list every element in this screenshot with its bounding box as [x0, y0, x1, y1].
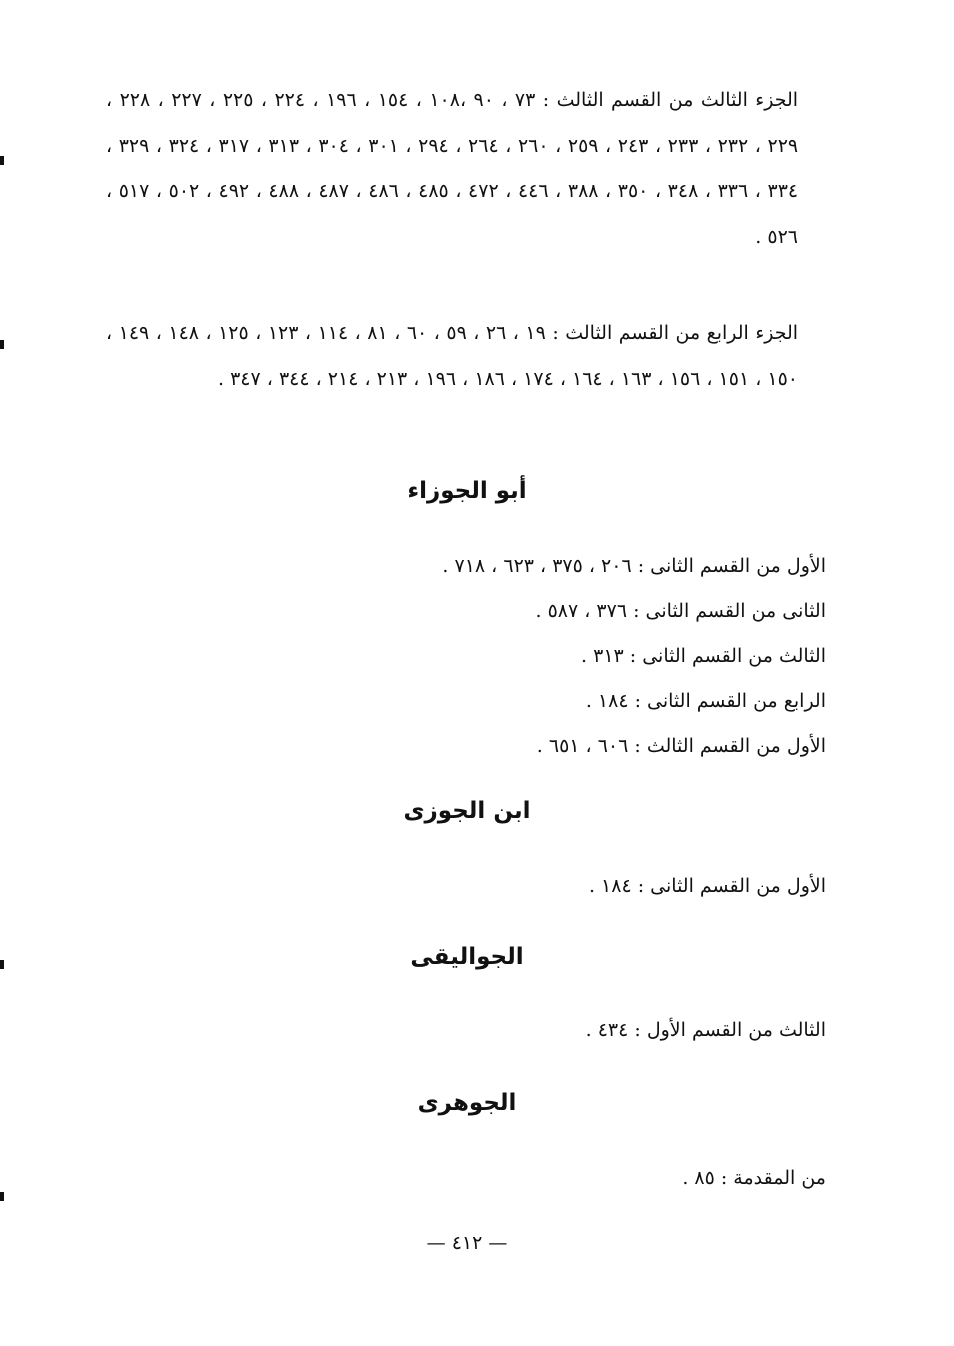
reference-paragraph-text: الجزء الثالث من القسم الثالث : ٧٣ ، ٩٠ ،١٠٨ ، ١٥٤ ، ١٩٦ ، ٢٢٤ ، ٢٢٥ ، ٢٢٧ ، ٢٢٨ ، ٢٢٩ ، ٢٣٢ ، ٢٣٣ ، ٢٤٣ ، ٢٥٩ ، ٢٦٠ ، ٢٦٤ ، ٢٩٤ ، ٣٠١ ، ٣٠٤ ، ٣١٣ ، ٣١٧ ، ٣٢٤ ، ٣٢٩ ، ٣٣٤ ، ٣٣٦ ، ٣٤٨ ، ٣٥٠ ، ٣٨٨ ، ٤٤٦ ، ٤٧٢ ، ٤٨٥ ، ٤٨٦ ، ٤٨٧ ، ٤٨٨ ، ٤٩٢ ، ٥٠٢ ، ٥١٧ ، ٥٢٦ . — [106, 89, 799, 248]
entry-line: الأول من القسم الثانى : ٢٠٦ ، ٣٧٥ ، ٦٢٣ ، ٧١٨ . — [442, 555, 826, 577]
section-heading: ابن الجوزى — [403, 798, 531, 824]
entry-line: الرابع من القسم الثانى : ١٨٤ . — [585, 690, 826, 712]
page-number: — ٤١٢ — — [426, 1232, 508, 1254]
section-entries — [126, 544, 826, 769]
reference-paragraph-text: الجزء الرابع من القسم الثالث : ١٩ ، ٢٦ ، ٥٩ ، ٦٠ ، ٨١ ، ١١٤ ، ١٢٣ ، ١٢٥ ، ١٤٨ ، ١٤٩ ، ١٥٠ ، ١٥١ ، ١٥٦ ، ١٦٣ ، ١٦٤ ، ١٧٤ ، ١٨٦ ، ١٩٦ ، ٢١٣ ، ٢١٤ ، ٣٤٤ ، ٣٤٧ . — [106, 322, 799, 390]
entry-line: الأول من القسم الثانى : ١٨٤ . — [588, 875, 826, 897]
entry-line: الثانى من القسم الثانى : ٣٧٦ ، ٥٨٧ . — [535, 600, 826, 622]
entry-line: من المقدمة : ٨٥ . — [682, 1167, 826, 1189]
scan-edge-mark — [0, 1192, 4, 1201]
reference-paragraph — [106, 311, 826, 402]
reference-paragraph — [106, 78, 826, 260]
section-entries — [126, 1008, 826, 1053]
section-entries — [126, 864, 826, 909]
scan-edge-mark — [0, 340, 4, 349]
entry-line: الثالث من القسم الثانى : ٣١٣ . — [581, 645, 826, 667]
entry-line: الأول من القسم الثالث : ٦٠٦ ، ٦٥١ . — [536, 735, 826, 757]
section-heading: الجواليقى — [410, 944, 524, 970]
scan-edge-mark — [0, 156, 4, 165]
section-heading: أبو الجوزاء — [407, 478, 527, 504]
section-heading: الجوهرى — [417, 1090, 517, 1116]
entry-line: الثالث من القسم الأول : ٤٣٤ . — [585, 1019, 826, 1041]
section-entries — [126, 1156, 826, 1201]
